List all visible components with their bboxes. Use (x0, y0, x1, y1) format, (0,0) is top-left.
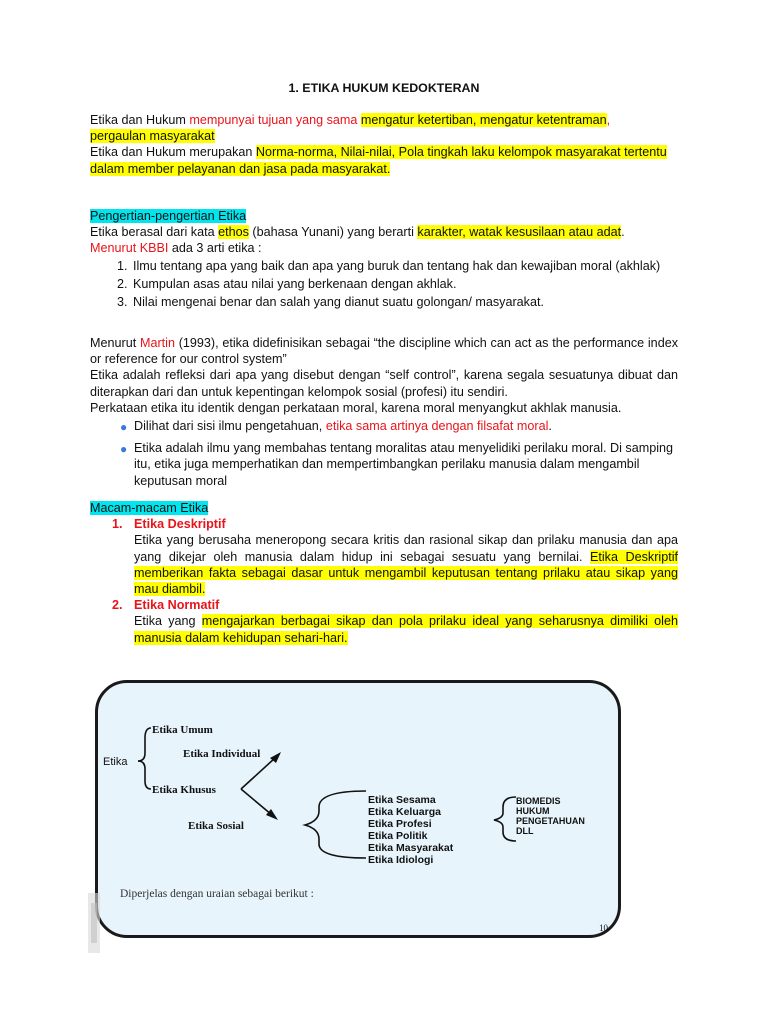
red-text: Menurut KBBI (90, 241, 169, 256)
bullet-list (90, 418, 678, 489)
arrow-heads (266, 752, 281, 820)
martin-section (90, 335, 678, 489)
text: Dilihat dari sisi ilmu pengetahuan, (134, 419, 326, 434)
red-text: etika sama artinya dengan filsafat moral (325, 419, 549, 434)
text: Menurut (90, 336, 140, 350)
list-item (90, 294, 678, 310)
kbbi-list (90, 258, 678, 311)
intro-paragraph-1 (90, 112, 678, 144)
text: . (548, 419, 552, 434)
social-list-item: Etika Sesama (368, 794, 436, 806)
list-title: Etika Deskriptif (134, 517, 226, 532)
text: Etika adalah ilmu yang membahas tentang moralitas atau menyelidiki perilaku moral. Di samping itu, etika juga memperhatikan dan mempertimbangkan perilaku manusia dalam mengambil keputusan moral (134, 441, 673, 488)
text: Etika dan Hukum merupakan (90, 145, 256, 160)
martin-paragraph (90, 335, 678, 367)
text: . (621, 225, 625, 240)
brace-line (138, 761, 151, 789)
section-heading-pengertian: Pengertian-pengertian Etika (90, 209, 247, 223)
text: Etika dan Hukum (90, 113, 190, 127)
etika-diagram (95, 680, 621, 938)
list-text: Kumpulan asas atau nilai yang berkenaan dengan akhlak. (133, 276, 457, 291)
list-item (90, 440, 678, 489)
profesi-list-item: PENGETAHUAN (516, 816, 585, 826)
diagram-label-khusus: Etika Khusus (152, 784, 216, 796)
list-item (90, 516, 678, 597)
list-number: 2. (117, 276, 128, 291)
social-list-item: Etika Politik (368, 830, 428, 842)
red-text: mempunyai tujuan yang sama (189, 113, 358, 127)
macam-list (90, 516, 678, 646)
refleksi-paragraph: Etika adalah refleksi dari apa yang disebut dengan “self control”, karena segala sesuatunya dibuat dan diterapkan dari dan untuk kepentingan kelompok sosial (profesi) itu sendiri. (90, 368, 678, 399)
social-list-item: Etika Masyarakat (368, 842, 454, 854)
highlight-text: mengajarkan berbagai sikap dan pola prilaku ideal yang seharusnya dimiliki oleh manusia dalam kehidupan sehari-hari. (134, 614, 678, 645)
social-list-item: Etika Profesi (368, 818, 432, 830)
list-item (90, 418, 678, 434)
list-text: Nilai mengenai benar dan salah yang dianut suatu golongan/ masyarakat. (133, 295, 544, 310)
profesi-list-item: HUKUM (516, 806, 550, 816)
scan-artifact (85, 893, 110, 953)
kbbi-paragraph (90, 240, 678, 256)
bullet-icon: ● (120, 420, 128, 435)
list-item (90, 597, 678, 646)
list-item (90, 276, 678, 292)
social-list-item: Etika Idiologi (368, 854, 434, 866)
ethos-paragraph (90, 224, 678, 240)
diagram-caption: Diperjelas dengan uraian sebagai berikut : (120, 888, 314, 900)
list-number: 2. (112, 598, 123, 613)
diagram-svg (98, 683, 618, 935)
diagram-label-individual: Etika Individual (183, 748, 261, 760)
diagram-label-umum: Etika Umum (152, 724, 213, 736)
profesi-list-item: DLL (516, 826, 534, 836)
highlight-text: Etika Deskriptif memberikan fakta sebagai dasar untuk mengambil keputusan tentang prilaku atau sikap yang mau diambil. (134, 549, 678, 597)
brace-line (494, 797, 516, 841)
arrow-line (241, 758, 275, 789)
diagram-label-etika: Etika (103, 756, 128, 768)
brace-line (305, 791, 366, 858)
highlight-text: Norma-norma, Nilai-nilai, Pola tingkah laku kelompok masyarakat tertentu dalam member pelayanan dan jasa pada masyarakat. (90, 145, 667, 176)
intro-paragraph-2 (90, 144, 678, 176)
page-number: 10 (599, 923, 608, 933)
section-heading-macam: Macam-macam Etika (90, 501, 209, 515)
list-item (90, 258, 678, 274)
list-number: 1. (112, 517, 123, 532)
red-text: Martin (139, 336, 175, 350)
text: Etika yang berusaha meneropong secara kritis dan rasional sikap dan prilaku manusia dan apa yang dikejar oleh manusia dalam hidup ini sebagai sesuatu yang bernilai. (134, 533, 678, 564)
text: Etika berasal dari kata (90, 225, 219, 240)
highlight-text: pergaulan masyarakat (90, 129, 215, 144)
diagram-label-sosial: Etika Sosial (188, 820, 244, 832)
pengertian-section (90, 208, 678, 310)
arrow-line (241, 789, 272, 815)
text: (bahasa Yunani) yang berarti (248, 225, 418, 240)
social-list-item: Etika Keluarga (368, 806, 441, 818)
profesi-list-item: BIOMEDIS (516, 796, 561, 806)
list-text: Ilmu tentang apa yang baik dan apa yang buruk dan tentang hak dan kewajiban moral (akhlak) (133, 258, 661, 273)
text: Etika yang (134, 614, 202, 629)
brace-line (138, 728, 151, 761)
text: ada 3 arti etika : (168, 241, 262, 256)
red-text: , (606, 113, 611, 127)
page-title: 1. ETIKA HUKUM KEDOKTERAN (288, 81, 480, 95)
profesi-list (516, 796, 585, 836)
macam-section (90, 500, 678, 646)
highlight-text: karakter, watak kesusilaan atau adat (417, 225, 622, 240)
highlight-text: mengatur ketertiban, mengatur ketentraman (360, 113, 607, 127)
list-title: Etika Normatif (134, 598, 220, 613)
highlight-text: ethos (218, 225, 249, 240)
list-number: 1. (117, 258, 128, 273)
perkataan-paragraph: Perkataan etika itu identik dengan perkataan moral, karena moral menyangkut akhlak manusia. (90, 400, 622, 415)
social-list (368, 794, 454, 866)
intro-section (90, 112, 678, 177)
bullet-icon: ● (120, 442, 128, 457)
text: (1993), etika didefinisikan sebagai “the discipline which can act as the performance index or reference for our control system” (90, 336, 678, 367)
list-number: 3. (117, 295, 128, 310)
